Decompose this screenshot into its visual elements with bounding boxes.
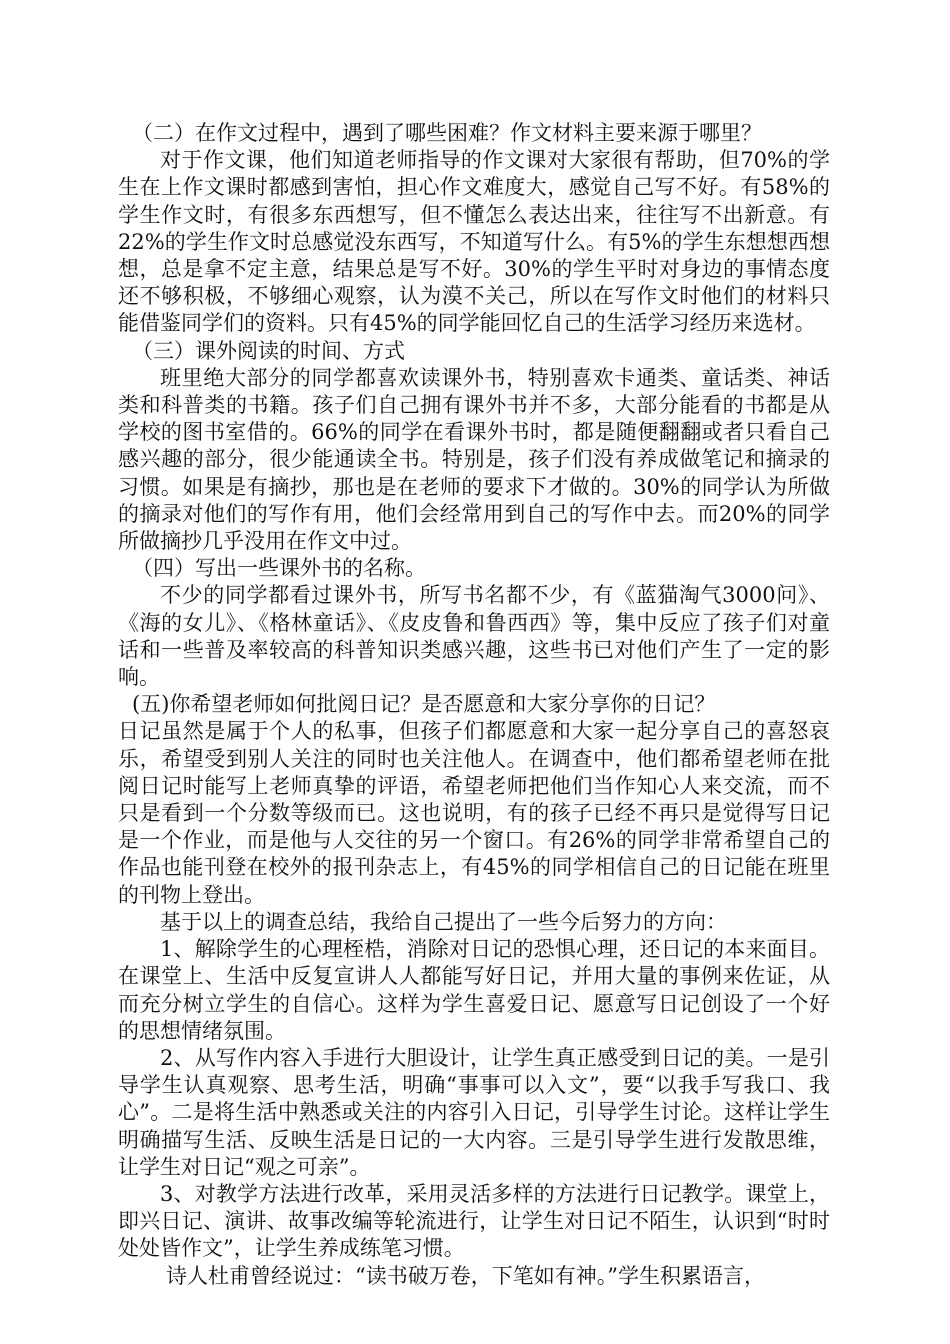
paragraph-reading-habits: 班里绝大部分的同学都喜欢读课外书，特别喜欢卡通类、童话类、神话类和科普类的书籍。孩子们自己拥有课外书并不多，大部分能看的书都是从学校的图书室借的。66%的同学在看课外书时，都是随便翻翻或者只看自己感兴趣的部分，很少能通读全书。特别是，孩子们没有养成做笔记和摘录的习惯。如果是有摘抄，那也是在老师的要求下才做的。30%的同学认为所做的摘录对他们的写作有用，他们会经常用到自己的写作中去。而20%的同学所做摘抄几乎没用在作文中过。 bbox=[118, 365, 830, 554]
paragraph-direction-1: 1、解除学生的心理桎梏，消除对日记的恐惧心理，还日记的本来面目。在课堂上、生活中反复宣讲人人都能写好日记，并用大量的事例来佐证，从而充分树立学生的自信心。这样为学生喜爱日记、愿意写日记创设了一个好的思想情绪氛围。 bbox=[118, 937, 830, 1043]
paragraph-diary-sharing: 日记虽然是属于个人的私事，但孩子们都愿意和大家一起分享自己的喜怒哀乐，希望受到别人关注的同时也关注他人。在调查中，他们都希望老师在批阅日记时能写上老师真挚的评语，希望老师把他们当作知心人来交流，而不只是看到一个分数等级而已。这也说明，有的孩子已经不再只是觉得写日记是一个作业，而是他与人交往的另一个窗口。有26%的同学非常希望自己的作品也能刊登在校外的报刊杂志上，有45%的同学相信自己的日记能在班里的刊物上登出。 bbox=[118, 719, 830, 907]
section-heading-5: (五)你希望老师如何批阅日记？是否愿意和大家分享你的日记？ bbox=[132, 692, 716, 717]
section-heading-2: （二）在作文过程中，遇到了哪些困难？作文材料主要来源于哪里？ bbox=[132, 121, 762, 145]
paragraph-direction-2: 2、从写作内容入手进行大胆设计，让学生真正感受到日记的美。一是引导学生认真观察、思考生活，明确“事事可以入文”，要“以我手写我口、我心”。二是将生活中熟悉或关注的内容引入日记，引导学生讨论。这样让学生明确描写生活、反映生活是日记的一大内容。三是引导学生进行发散思维，让学生对日记“观之可亲”。 bbox=[118, 1045, 830, 1179]
section-heading-4: （四）写出一些课外书的名称。 bbox=[132, 556, 426, 581]
document-body bbox=[118, 120, 830, 1290]
paragraph-book-names: 不少的同学都看过课外书，所写书名都不少，有《蓝猫淘气3000问》、《海的女儿》、《格林童话》、《皮皮鲁和鲁西西》等，集中反应了孩子们对童话和一些普及率较高的科普知识类感兴趣，这些书已对他们产生了一定的影响。 bbox=[118, 583, 830, 690]
paragraph-du-fu-quote: 诗人杜甫曾经说过：“读书破万卷，下笔如有神。”学生积累语言， bbox=[166, 1263, 765, 1288]
paragraph-summary-intro: 基于以上的调查总结，我给自己提出了一些今后努力的方向： bbox=[160, 909, 727, 934]
paragraph-direction-3: 3、对教学方法进行改革，采用灵活多样的方法进行日记教学。课堂上，即兴日记、演讲、故事改编等轮流进行，让学生对日记不陌生，认识到“时时处处皆作文”，让学生养成练笔习惯。 bbox=[118, 1181, 830, 1261]
paragraph-writing-difficulties: 对于作文课，他们知道老师指导的作文课对大家很有帮助，但70%的学生在上作文课时都感到害怕，担心作文难度大，感觉自己写不好。有58%的学生作文时，有很多东西想写，但不懂怎么表达出来，往往写不出新意。有22%的学生作文时总感觉没东西写，不知道写什么。有5%的学生东想想西想想，总是拿不定主意，结果总是写不好。30%的学生平时对身边的事情态度还不够积极，不够细心观察，认为漠不关己，所以在写作文时他们的材料只能借鉴同学们的资料。只有45%的同学能回忆自己的生活学习经历来选材。 bbox=[118, 148, 830, 336]
section-heading-3: （三）课外阅读的时间、方式 bbox=[132, 338, 405, 363]
